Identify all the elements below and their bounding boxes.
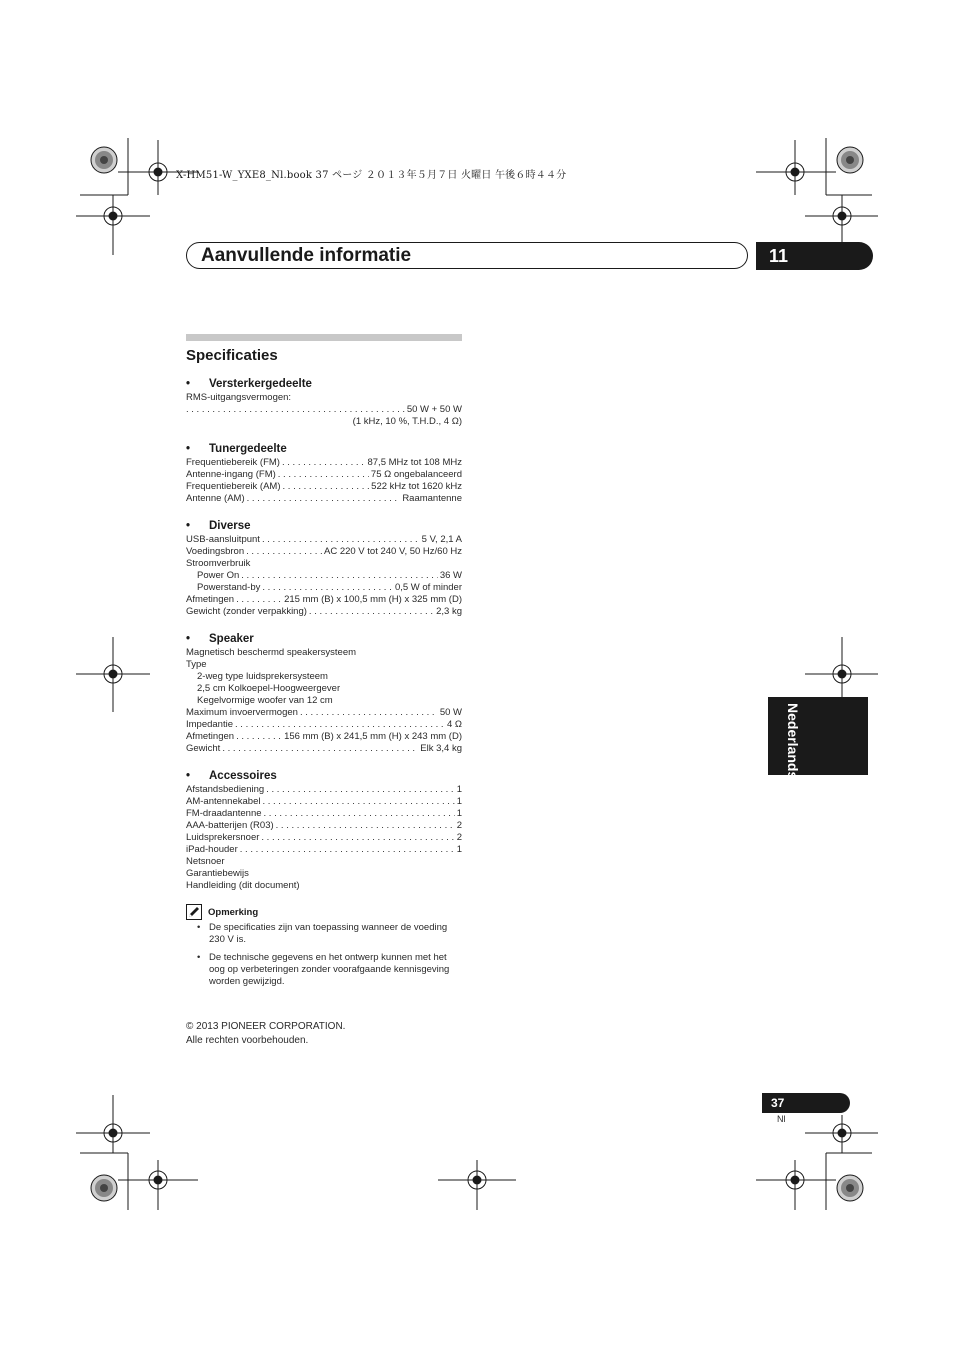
language-label: Nederlands — [785, 703, 801, 780]
spec-line: Gewicht . . . Elk 3,4 kg — [186, 743, 462, 755]
accessory-line: iPad-houder . . . 1 — [186, 844, 462, 856]
accessory-line: Afstandsbediening . . . 1 — [186, 784, 462, 796]
spec-line: Voedingsbron . . . AC 220 V tot 240 V, 50 Hz/60 Hz — [186, 546, 462, 558]
copyright-line: © 2013 PIONEER CORPORATION. — [186, 1021, 346, 1032]
spec-line — [186, 404, 462, 416]
language-tab — [768, 697, 868, 780]
spec-condition: (1 kHz, 10 %, T.H.D., 4 Ω) — [352, 416, 462, 427]
spec-line: USB-aansluitpunt . . . 5 V, 2,1 A — [186, 534, 462, 546]
spec-line: Frequentiebereik (FM) . . . 87,5 MHz tot 108 MHz — [186, 457, 462, 469]
note-item: • De technische gegevens en het ontwerp kunnen met het oog op verbeteringen zonder voorafgaande kennisgeving worden gewijzigd. — [186, 952, 462, 988]
accessory-line: AAA-batterijen (R03) . . . 2 — [186, 820, 462, 832]
note-title: Opmerking — [208, 906, 259, 918]
spec-line: Power On . . . 36 W — [186, 570, 462, 582]
spec-line: Gewicht (zonder verpakking) . . . 2,3 kg — [186, 606, 462, 618]
spec-line: Afmetingen . . . 215 mm (B) x 100,5 mm (H) x 325 mm (D) — [186, 594, 462, 606]
spec-line: 2,5 cm Kolkoepel-Hoogweergever — [197, 683, 341, 694]
spec-line: Maximum invoervermogen . . . 50 W — [186, 707, 462, 719]
copyright-line: Alle rechten voorbehouden. — [186, 1035, 309, 1046]
spec-line — [186, 416, 462, 428]
section-bar — [186, 334, 462, 341]
spec-label: RMS-uitgangsvermogen: — [186, 392, 292, 403]
spec-line: Powerstand-by . . . 0,5 W of minder — [186, 582, 462, 594]
spec-line: Type — [186, 659, 207, 670]
copyright — [186, 1020, 462, 1048]
accessories-heading: • Accessoires — [186, 769, 462, 783]
spec-line: 2-weg type luidsprekersysteem — [197, 671, 328, 682]
spec-line: Kegelvormige woofer van 12 cm — [197, 695, 333, 706]
print-file-info: X-HM51-W_YXE8_Nl.book 37 ページ ２０１３年５月７日 火曜日 午後６時４４分 — [176, 170, 567, 181]
note-header — [186, 904, 462, 920]
spec-line — [186, 392, 462, 404]
spec-line: Frequentiebereik (AM) . . . 522 kHz tot 1620 kHz — [186, 481, 462, 493]
accessory-line: Luidsprekersnoer . . . 2 — [186, 832, 462, 844]
spec-line: Afmetingen . . . 156 mm (B) x 241,5 mm (H) x 243 mm (D) — [186, 731, 462, 743]
accessory-line: FM-draadantenne . . . 1 — [186, 808, 462, 820]
spec-value: 50 W + 50 W — [406, 404, 462, 415]
spec-line: Impedantie . . . 4 Ω — [186, 719, 462, 731]
specifications-column — [186, 334, 462, 1048]
accessory-line: Handleiding (dit document) — [186, 880, 300, 891]
speaker-heading: • Speaker — [186, 632, 462, 646]
accessory-line: Garantiebewijs — [186, 868, 249, 879]
accessory-line: Netsnoer — [186, 856, 225, 867]
misc-heading: • Diverse — [186, 519, 462, 533]
note-item: • De specificaties zijn van toepassing wanneer de voeding 230 V is. — [186, 922, 462, 946]
spec-line: Antenne-ingang (FM) . . . 75 Ω ongebalanceerd — [186, 469, 462, 481]
note-pencil-icon — [186, 904, 202, 920]
spec-line: Magnetisch beschermd speakersysteem — [186, 647, 357, 658]
page-number: 37 — [762, 1093, 850, 1113]
chapter-number: 11 — [756, 242, 873, 270]
accessory-line: AM-antennekabel . . . 1 — [186, 796, 462, 808]
spec-line: Stroomverbruik — [186, 558, 251, 569]
page-language-code: Nl — [777, 1114, 786, 1124]
section-title: Specificaties — [186, 347, 278, 364]
amplifier-heading: • Versterkergedeelte — [186, 377, 462, 391]
spec-line: Antenne (AM) . . . Raamantenne — [186, 493, 462, 505]
chapter-header — [186, 242, 748, 269]
chapter-title: Aanvullende informatie — [201, 245, 412, 266]
tuner-heading: • Tunergedeelte — [186, 442, 462, 456]
